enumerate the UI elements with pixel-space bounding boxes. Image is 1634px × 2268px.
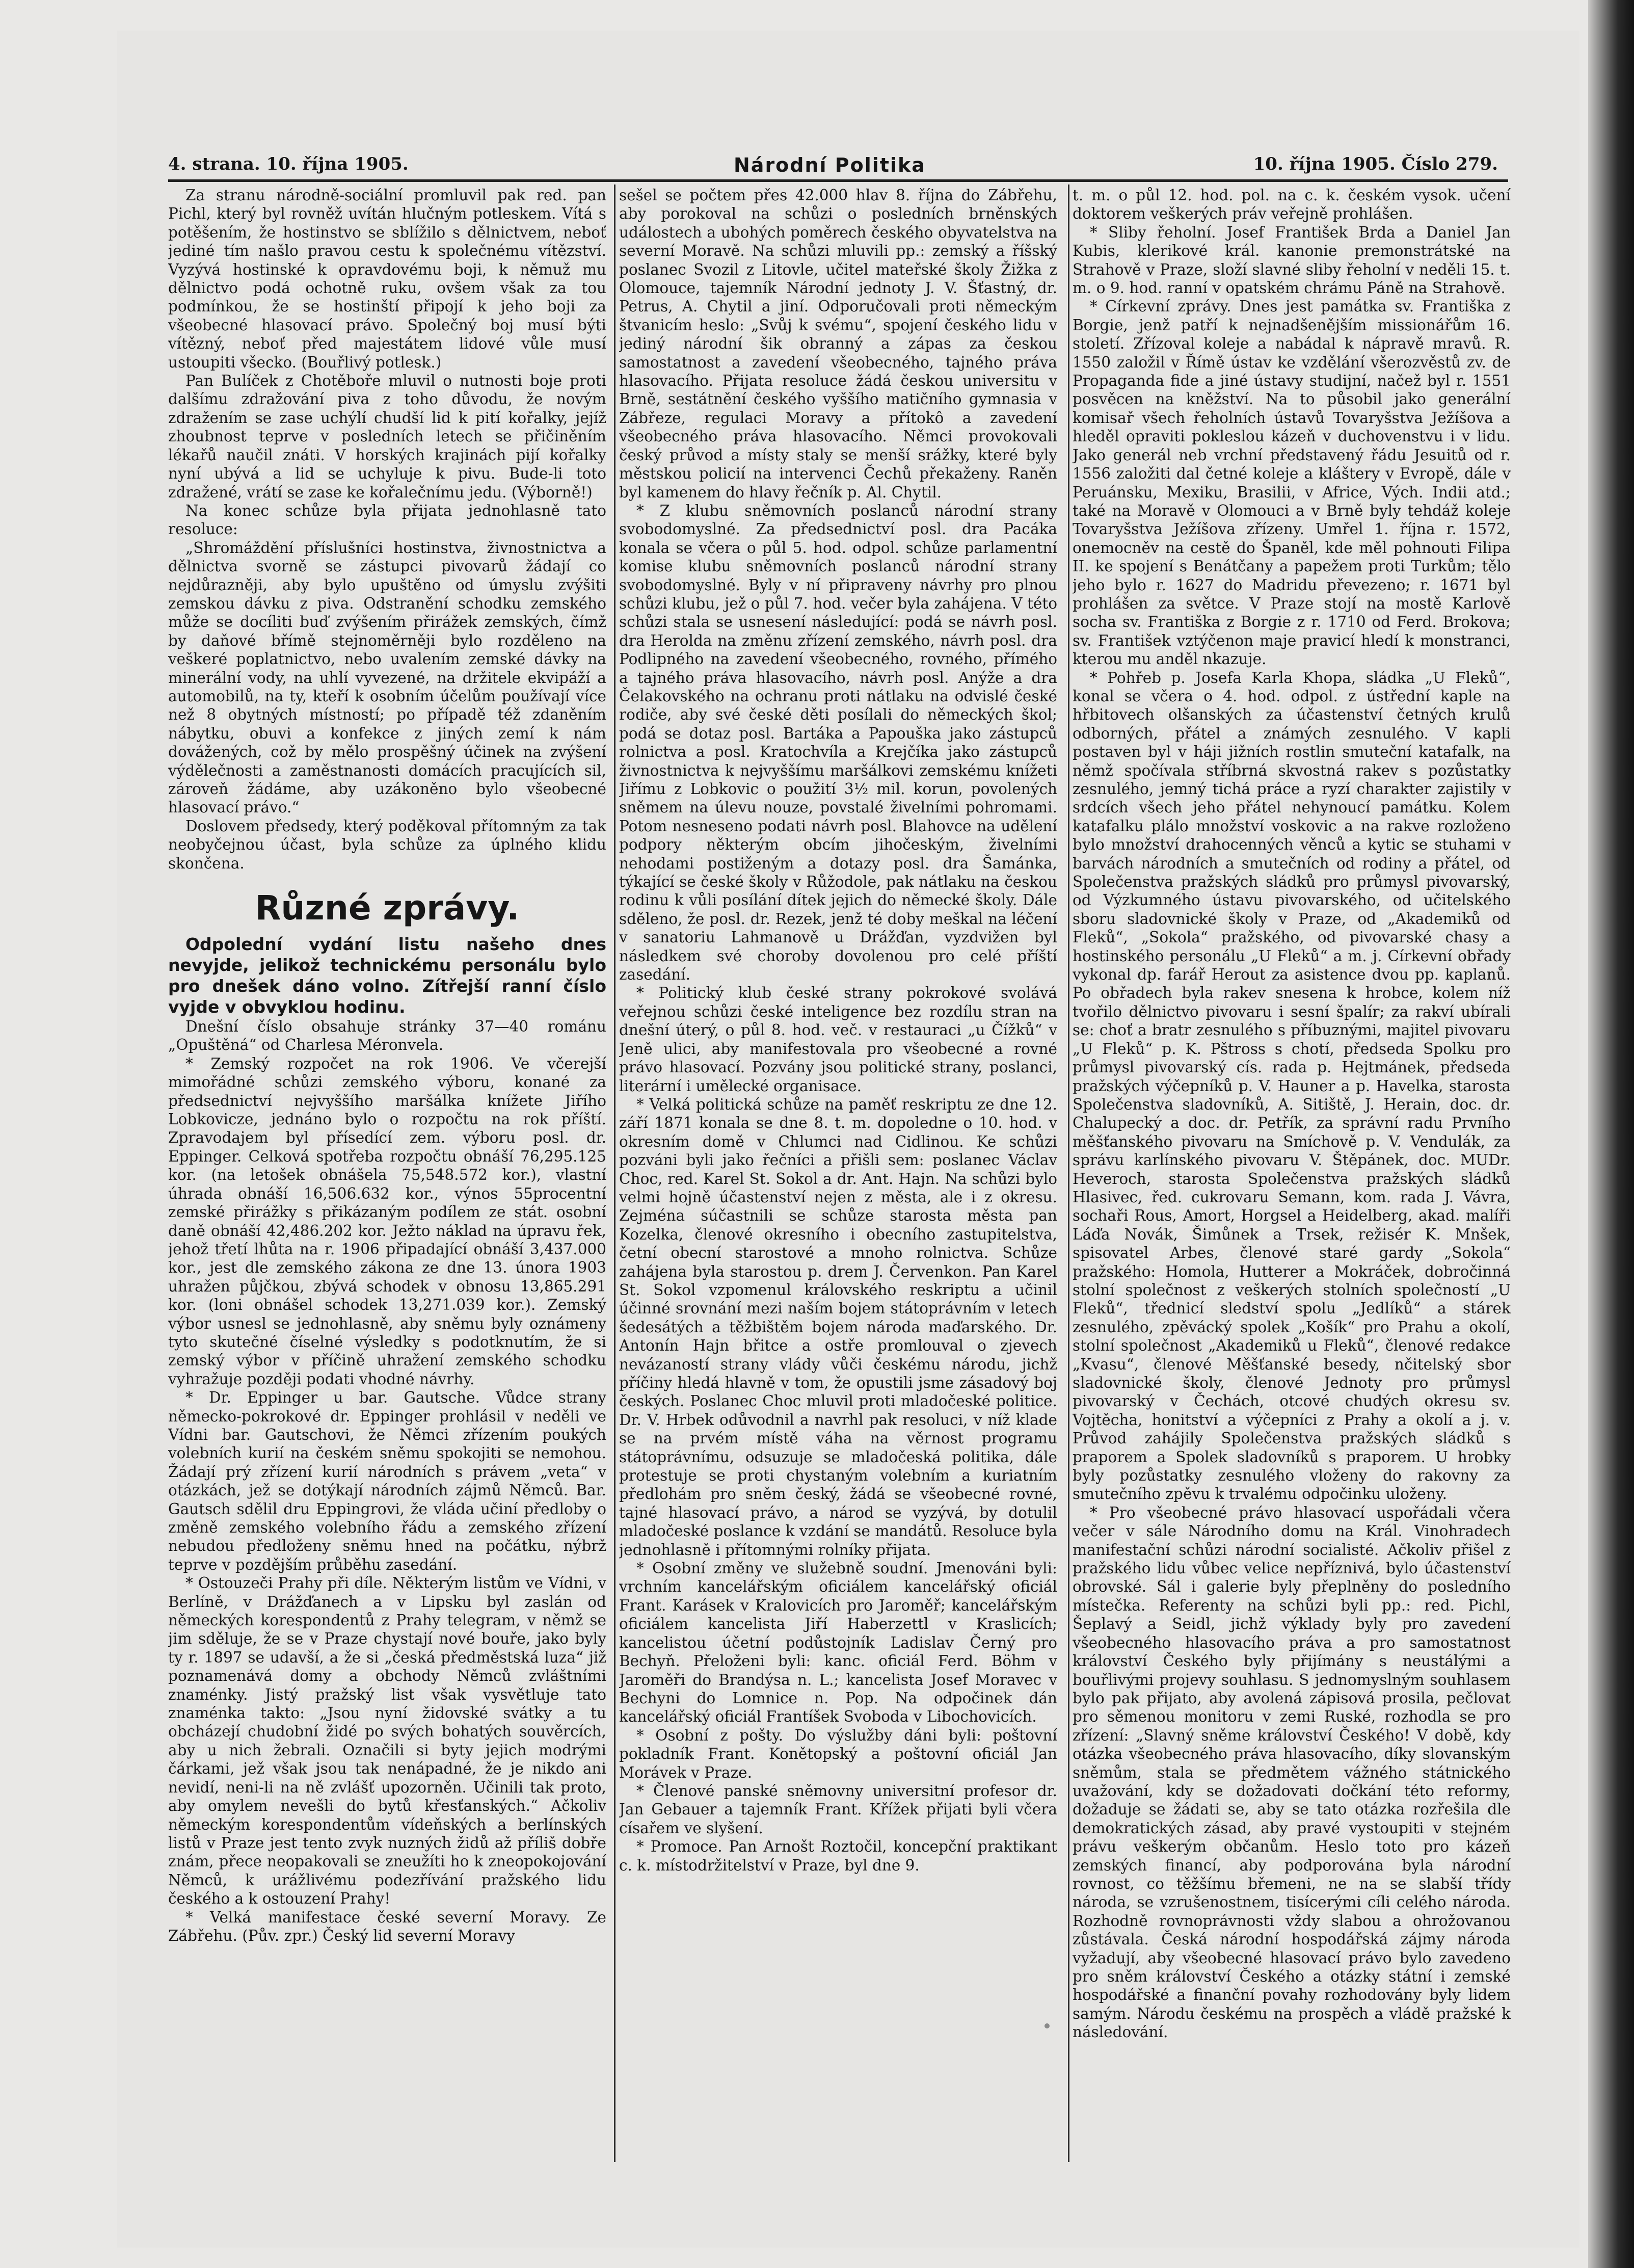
paragraph: * Pro všeobecné právo hlasovací uspořádali včera večer v sále Národního domu na Král. Vinohradech manifestační schůzi národní socialisté. Ačkoliv přišel z pražského lidu vůbec velice nepříznivá, bylo účastenství obrovské. Sál i galerie byly přeplněny do posledního místečka. Referenty na schůzi byli pp.: red. Pichl, Šeplavý a Seidl, jichž výklady byly pro zavedení všeobecného hlasovacího práva a pro samostatnost království Českého byly přijímány s neustálými a bouřlivými projevy souhlasu. S jednomyslným souhlasem bylo pak přijato, aby avolená zápisová prosila, pečlovat pro sěmenou monitoru v zemi Ruské, rozhodla se pro zřízení: „Slavný sněme království Českého! V době, kdy otázka všeobecného práva hlasovacího, díky slovanským sněmům, stala se předmětem vážného státnického uvažování, kdy se dožadovati dočkání této reformy, dožaduje se žádati se, aby se tato otázka rozřešila dle demokratických zásad, aby pravé vystoupiti v stejném právu veškerým občanům. Heslo toto pro kázeň zemských financí, aby podporována byla národní rovnost, co těžšímu břemeni, ne na se slabší třídy národa, se vzrušenostnem, tisícerými cíli celého národa. Rozhodně rovnoprávnosti vždy slabou a ohrožovanou zůstávala. Česká národní hospodářská zájmy národa vyžadují, aby všeobecné hlasovací právo bylo zavedeno pro sněm království Českého a otázky státní i zemské hospodářské a finanční povahy rozhodovány byly lidem samým. Národu českému na prospěch a vládě pražské k následování.	[1073, 1504, 1511, 2041]
paragraph: * Velká politická schůze na paměť reskriptu ze dne 12. září 1871 konala se dne 8. t. m. dopoledne o 10. hod. v okresním domě v Chlumci nad Cidlinou. Ke schůzi pozváni byli jako řečníci a přišli sem: poslanec Václav Choc, red. Karel St. Sokol a dr. Ant. Hajn. Na schůzi bylo velmi hojně účastenství nejen z města, ale i z okresu. Zejména súčastnili se schůze starosta města pan Kozelka, členové okresního i obecního zastupitelstva, četní obecní starostové a mnoho rolnictva. Schůze zahájena byla starostou p. drem J. Červenkon. Pan Karel St. Sokol vzpomenul královského reskriptu a učinil účinné srovnání mezi naším bojem státoprávním v letech šedesátých a těžbištěm bojem národa maďarského. Dr. Antonín Hajn břitce a ostře promlouval o zjevech nevázaností strany vlády vůči českému národu, jichž příčiny hledá hlavně v tom, že opustili jsme zásadový boj českých. Poslanec Choc mluvil proti mladočeské politice. Dr. V. Hrbek odůvodnil a navrhl pak resoluci, v níž klade se na prvém místě váha na věrnost programu státoprávnímu, odsuzuje se mladočeská politika, dále protestuje se proti chystaným volebním a kuriatním předlohám pro sněm český, žádá se všeobecné rovné, tajné hlasovací právo, a národ se vyzývá, by dotulil mladočeské poslance k vzdání se mandátů. Resoluce byla jednohlasně i přítomnými rolníky přijata.	[619, 1095, 1057, 1559]
column-3	[1073, 186, 1511, 2169]
paragraph: Pan Bulíček z Chotěboře mluvil o nutnosti boje proti dalšímu zdražování piva z toho důvodu, že novým zdražením se zase uchýlí chudší lid k pití kořalky, jejíž zhoubnost teprve v posledních letech se přičiněním lékařů naučil znáti. V horských krajinách pijí kořalky nyní ubývá a lid se uchyluje k pivu. Bude-li toto zdražené, vrátí se zase ke kořalečnímu jedu. (Výborně!)	[168, 372, 606, 501]
column-1	[168, 186, 606, 2169]
paragraph: „Shromáždění příslušníci hostinstva, živnostnictva a dělnictva svorně se zástupci pivovarů žádají co nejdůrazněji, aby bylo upuštěno od úmyslu zvýšiti zemskou dávku z piva. Odstranění schodku zemského může se docíliti buď zvýšením přirážek zemských, čímž by daňové břímě stejnoměrněji bylo rozděleno na veškeré poplatnictvo, nebo uvalením zemské dávky na minerální vody, na uhlí vyvezené, na držitele ekvipáží a automobilů, na ty, kteří k osobním účelům používají více než 8 obytných místností; po případě též zdaněním nábytku, obuvi a konfekce z jiných zemí k nám dovážených, což by mělo prospěšný účinek na zvýšení výdělečnosti a zaměstnanosti domácích pracujících sil, zároveň žádáme, aby uzákoněno bylo všeobecné hlasovací právo.“	[168, 539, 606, 816]
paragraph: Doslovem předsedy, který poděkoval přítomným za tak neobyčejnou účast, byla schůze za úplného klidu skončena.	[168, 817, 606, 872]
paragraph: * Promoce. Pan Arnošt Roztočil, koncepční praktikant c. k. místodržitelství v Praze, byl dne 9.	[619, 1838, 1057, 1874]
paragraph: * Pohřeb p. Josefa Karla Khopa, sládka „U Fleků“, konal se včera o 4. hod. odpol. z ústřední kaple na hřbitovech olšanských za účastenství četných krulů odborných, přátel a známých zesnulého. V kapli postaven byl v háji jižních rostlin smuteční katafalk, na němž spočívala stříbrná skvostná rakev s pozůstatky zesnulého, jemný tichá práce a ryzí charakter zajistily v srdcích všech jeho přátel nehynoucí památku. Kolem katafalku plálo množství voskovic a na rakve rozloženo bylo množství drahocenných věnců a kytic se stuhami v barvách národních a smutečních od rodiny a přátel, od Společenstva pražských sládků pro průmysl pivovarský, od Výzkumného ústavu pivovarského, od učitelského sboru sladovnické školy v Praze, od „Akademiků od Fleků“, „Sokola“ pražského, od pivovarské chasy a hostinského personálu „U Fleků“ a m. j. Církevní obřady vykonal dp. farář Herout za asistence dvou pp. kaplanů. Po obřadech byla rakev snesena k hrobce, kolem níž tvořilo dělnictvo pivovaru i sesní špalír; za rakví ubírali se: choť a bratr zesnulého s příbuznými, majitel pivovaru „U Fleků“ p. K. Pštross s chotí, předseda Spolku pro průmysl pivovarský cís. rada p. Hejtmánek, předseda pražských výčepníků p. V. Hauner a p. Havelka, starosta Společenstva sladovníků, A. Sitiště, J. Herain, doc. dr. Chalupecký a doc. dr. Petřík, za správní radu Prvního měšťanského pivovaru na Smíchově p. V. Vendulák, za správu karlínského pivovaru V. Štěpánek, doc. MUDr. Heveroch, starosta Společenstva pražských sládků Hlasivec, řed. cukrovaru Semann, kom. rada J. Vávra, sochaři Rous, Amort, Horgsel a Heidelberg, akad. malíři Láďa Novák, Šimůnek a Trsek, režisér K. Mnšek, spisovatel Arbes, členové staré gardy „Sokola“ pražského: Homola, Hutterer a Mokráček, dobročinná stolní společnost z veškerých stolních společností „U Fleků“, třednicí sledství spolu „Jedlíků“ a stárek zesnulého, zpěvácký spolek „Košík“ pro Prahu a okolí, stolní společnost „Akademiků u Fleků“, členové redakce „Kvasu“, členové Měšťanské besedy, nčitelský sbor sladovnické školy, členové Jednoty pro průmysl pivovarský v Čechách, otcové chudých okresu sv. Vojtěcha, honitství a výčepníci z Prahy a okolí a j. v. Průvod zahájily Společenstva pražských sládků s praporem a Spolek sladovníků s praporem. U hrobky byly pozůstatky zesnulého vloženy do rakovny za smutečního zpěvu k trvalému odpočinku uloženy.	[1073, 669, 1511, 1503]
paragraph: * Sliby řeholní. Josef František Brda a Daniel Jan Kubis, klerikové král. kanonie premonstrátské na Strahově v Praze, složí slavné sliby řeholní v neděli 15. t. m. o 9. hod. ranní v opatském chrámu Páně na Strahově.	[1073, 223, 1511, 297]
paragraph: * Z klubu sněmovních poslanců národní strany svobodomyslné. Za předsednictví posl. dra Pacáka konala se včera o půl 5. hod. odpol. schůze parlamentní komise klubu sněmovních poslanců národní strany svobodomyslné. Byly v ní připraveny návrhy pro plnou schůzi klubu, jež o půl 7. hod. večer byla zahájena. V této schůzi stala se usnesení následující: podá se návrh posl. dra Herolda na změnu zřízení zemského, návrh posl. dra Podlipného na zavedení všeobecného, rovného, přímého a tajného práva hlasovacího, návrh posl. Anýže a dra Čelakovského na ochranu proti nátlaku na odvislé české rodiče, aby své české děti posílali do německých škol; podá se dotaz posl. Bartáka a Papouška jako zástupců rolnictva a posl. Kratochvíla a Krejčíka jako zástupců živnostnictva k nejvyššímu maršálkovi zemskému knížeti Jiřímu z Lobkovic o použití 3½ mil. korun, povolených sněmem na úlevu nouze, povstalé živelními pohromami. Potom nesneseno podati návrh posl. Blahovce na udělení podpory některým obcím jihočeským, živelními nehodami postiženým a dotazy posl. dra Šamánka, týkající se české školy v Růžodole, pak nátlaku na českou rodinu k vůli posílání dítek jejich do německé školy. Dále sděleno, že posl. dr. Rezek, jenž té doby meškal na léčení v sanatoriu Lahmanově u Drážďan, vyzdvižen byl následkem své choroby dovolenou pro celé příští zasedání.	[619, 502, 1057, 984]
paragraph: * Dr. Eppinger u bar. Gautsche. Vůdce strany německo-pokrokové dr. Eppinger prohlásil v neděli ve Vídni bar. Gautschovi, že Němci zřízením poukých volebních kurií na českém sněmu spokojiti se nemohou. Žádají prý zřízení kurií národních s právem „veta“ v otázkách, jež se dotýkají národních zájmů Němců. Bar. Gautsch sdělil dru Eppingrovi, že vláda učiní předloby o změně zemského volebního řádu a zemského zřízení nebudou předloženy sněmu hned na počátku, nýbrž teprve v pozdějším průběhu zasedání.	[168, 1389, 606, 1573]
paragraph: Na konec schůze byla přijata jednohlasně tato resoluce:	[168, 502, 606, 538]
paragraph: Dnešní číslo obsahuje stránky 37—40 románu „Opuštěná“ od Charlesa Méronvela.	[168, 1018, 606, 1054]
paragraph: * Zemský rozpočet na rok 1906. Ve včerejší mimořádné schůzi zemského výboru, konané za předsednictví nejvyššího maršálka knížete Jiřího Lobkovicze, jednáno bylo o rozpočtu na rok příští. Zpravodajem byl přísedící zem. výboru posl. dr. Eppinger. Celková spotřeba rozpočtu obnáší 76,295.125 kor. (na letošek obnášela 75,548.572 kor.), vlastní úhrada obnáší 16,506.632 kor., výnos 55procentní zemské přirážky s přikázaným podílem ze stát. osobní daně obnáší 42,486.202 kor. Ježto náklad na úpravu řek, jehož třetí lhůta na r. 1906 připadající obnáší 3,437.000 kor., jest dle zemského zákona ze dne 13. února 1903 uhražen půjčkou, zbývá schodek v obnosu 13,865.291 kor. (loni obnášel schodek 13,271.039 kor.). Zemský výbor usnesl se jednohlasně, aby sněmu byly oznámeny tyto skutečné číselné výsledky s podotknutím, že si zemský výbor v příčině uhražení zemského schodku vyhražuje později podati vhodné návrhy.	[168, 1054, 606, 1388]
column-divider	[614, 184, 615, 2162]
notice: Odpolední vydání listu našeho dnes nevyjde, jelikož technickému personálu bylo pro dnešek dáno volno. Zítřejší ranní číslo vyjde v obvyklou hodinu.	[168, 934, 606, 1017]
paragraph: * Ostouzeči Prahy při díle. Některým listům ve Vídni, v Berlíně, v Drážďanech a v Lipsku byl zaslán od německých korespondentů z Prahy telegram, v němž se jim sděluje, že se v Praze chystají nové bouře, jako byly ty r. 1897 se udavší, a že si „česká předměstská luza“ již poznamenává domy a obchody Němců zvláštními znaménky. Jistý pražský list však vysvětluje tato znaménka takto: „Jsou nyní židovské svátky a tu obcházejí chudobní židé po svých bohatých souvěrcích, aby u nich žebrali. Označili si byty jejich modrými čárkami, jež však jsou tak nenápadné, že je nikdo ani nevidí, neni-li na ně zvlášť upozorněn. Učinili tak proto, aby omylem nevešli do bytů křesťanských.“ Ačkoliv německým korespondentům vídeňských a berlínských listů v Praze jest tento zvyk nuzných židů až příliš dobře znám, přece neopakovali se zneužíti ho k zneopokojování Němců, k urážlivému podezřívání pražského lidu českého a k ostouzení Prahy!	[168, 1574, 606, 1908]
page-header	[168, 154, 1513, 179]
section-title: Různé zprávy.	[255, 888, 520, 928]
paragraph: t. m. o půl 12. hod. pol. na c. k. českém vysok. učení doktorem veškerých práv veřejně prohlášen.	[1073, 187, 1511, 223]
paragraph: sešel se počtem přes 42.000 hlav 8. října do Zábřehu, aby porokoval na schůzi o posledních brněnských událostech a ubohých poměrech českého obyvatelstva na severní Moravě. Na schůzi mluvili pp.: zemský a říšský poslanec Svozil z Litovle, učitel mateřské školy Žižka z Olomouce, tajemník Národní jednoty J. V. Šťastný, dr. Petrus, A. Chytil a jiní. Odporučovali proti německým štvanicím heslo: „Svůj k svému“, spojení českého lidu v jediný národní šik obranný a zápas za českou samostatnost a zavedení všeobecného, tajného práva hlasovacího. Přijata resoluce žádá českou universitu v Brně, sestátnění českého vyššího matičního gymnasia v Zábřeze, regulaci Moravy a přítokô a zavedení všeobecného práva hlasovacího. Němci provokovali český průvod a místy staly se menší srážky, které byly městskou policií na intervenci Čechů překaženy. Raněn byl kamenem do hlavy řečník p. Al. Chytil.	[619, 187, 1057, 501]
paragraph: * Církevní zprávy. Dnes jest památka sv. Františka z Borgie, jenž patří k nejnadšenějším missionářům 16. století. Zřízoval koleje a nabádal k nápravě mravů. R. 1550 založil v Římě ústav ke vzdělání všerozvěstů zv. de Propaganda fide a jiné ústavy studijní, načež byl r. 1551 posvěcen na kněžství. Na to působil jako generální komisař všech řeholních ústavů Tovaryšstva Ježíšova a hleděl opraviti pokleslou kázeň v duchovenstvu i v lidu. Jako generál neb vrchní představený řádu Jesuitů od r. 1556 založiti dal četné koleje a kláštery v Evropě, dále v Peruánsku, Mexiku, Brasilii, v Africe, Vých. Indii atd.; také na Moravě v Olomouci a v Brně byly tehdáž koleje Tovaryšstva Ježíšova zřízeny. Umřel 1. října r. 1572, onemocněv na cestě do Španěl, kde měl pohnouti Filipa II. ke spojení s Benátčany a papežem proti Turkům; tělo jeho bylo r. 1627 do Madridu převezeno; r. 1671 byl prohlášen za světce. V Praze stojí na mostě Karlově socha sv. Františka z Borgie z r. 1710 od Ferd. Brokova; sv. František vztýčenon maje pravicí hledí k monstranci, kterou mu anděl nkazuje.	[1073, 298, 1511, 668]
masthead: Národní Politika	[734, 154, 926, 176]
column-divider	[1068, 184, 1069, 2162]
column-2	[619, 186, 1057, 2169]
paragraph: * Osobní změny ve služebně soudní. Jmenováni byli: vrchním kancelářským oficiálem kancelářský oficiál Frant. Karásek v Kralovicích pro Jaroměř; kancelářským oficiálem kancelista Jiří Haberzettl v Kraslicích; kancelistou účetní podůstojník Ladislav Černý pro Bechyň. Přeloženi byli: kanc. oficiál Ferd. Böhm v Jaroměři do Brandýsa n. L.; kancelista Josef Moravec v Bechyni do Lomnice n. Pop. Na odpočinek dán kancelářský oficiál Frantíšek Svoboda v Libochovicích.	[619, 1560, 1057, 1726]
paragraph: * Osobní z pošty. Do výslužby dáni byli: poštovní pokladník Frant. Konětopský a poštovní oficiál Jan Morávek v Praze.	[619, 1726, 1057, 1781]
paragraph: * Politický klub české strany pokrokové svolává veřejnou schůzi české inteligence bez rozdílu stran na dnešní úterý, o půl 8. hod. več. v restauraci „u Čížků“ v Jeně ulici, aby manifestovala pro všeobecné a rovné právo hlasovací. Pozvány jsou politické strany, poslanci, literární i umělecké organisace.	[619, 984, 1057, 1095]
header-right: 10. října 1905. Číslo 279.	[1253, 154, 1498, 174]
paragraph: * Členové panské sněmovny universitní profesor dr. Jan Gebauer a tajemník Frant. Křížek přijati byli včera císařem ve slyšení.	[619, 1782, 1057, 1837]
header-left: 4. strana. 10. října 1905.	[168, 154, 409, 174]
paragraph: * Velká manifestace české severní Moravy. Ze Zábřehu. (Pův. zpr.) Český lid severní Moravy	[168, 1908, 606, 1944]
scanner-edge	[1588, 0, 1634, 2268]
paragraph: Za stranu národně-sociální promluvil pak red. pan Pichl, který byl rovněž uvítán hlučným potleskem. Vítá s potěšením, že hostinstvo se sblížilo s dělnictvem, neboť jediné tím našlo pravou cestu k společnému vítězství. Vyzývá hostinské k opravdovému boji, k němuž mu dělnictvo podá ochotně ruku, ovšem však za tou podmínkou, že se hostinští připojí k jeho boji za všeobecné hlasovací právo. Společný boj musí býti vítězný, neboť před majestátem lidové vůle musí ustoupiti všecko. (Bouřlivý potlesk.)	[168, 187, 606, 371]
header-rule	[168, 179, 1508, 182]
